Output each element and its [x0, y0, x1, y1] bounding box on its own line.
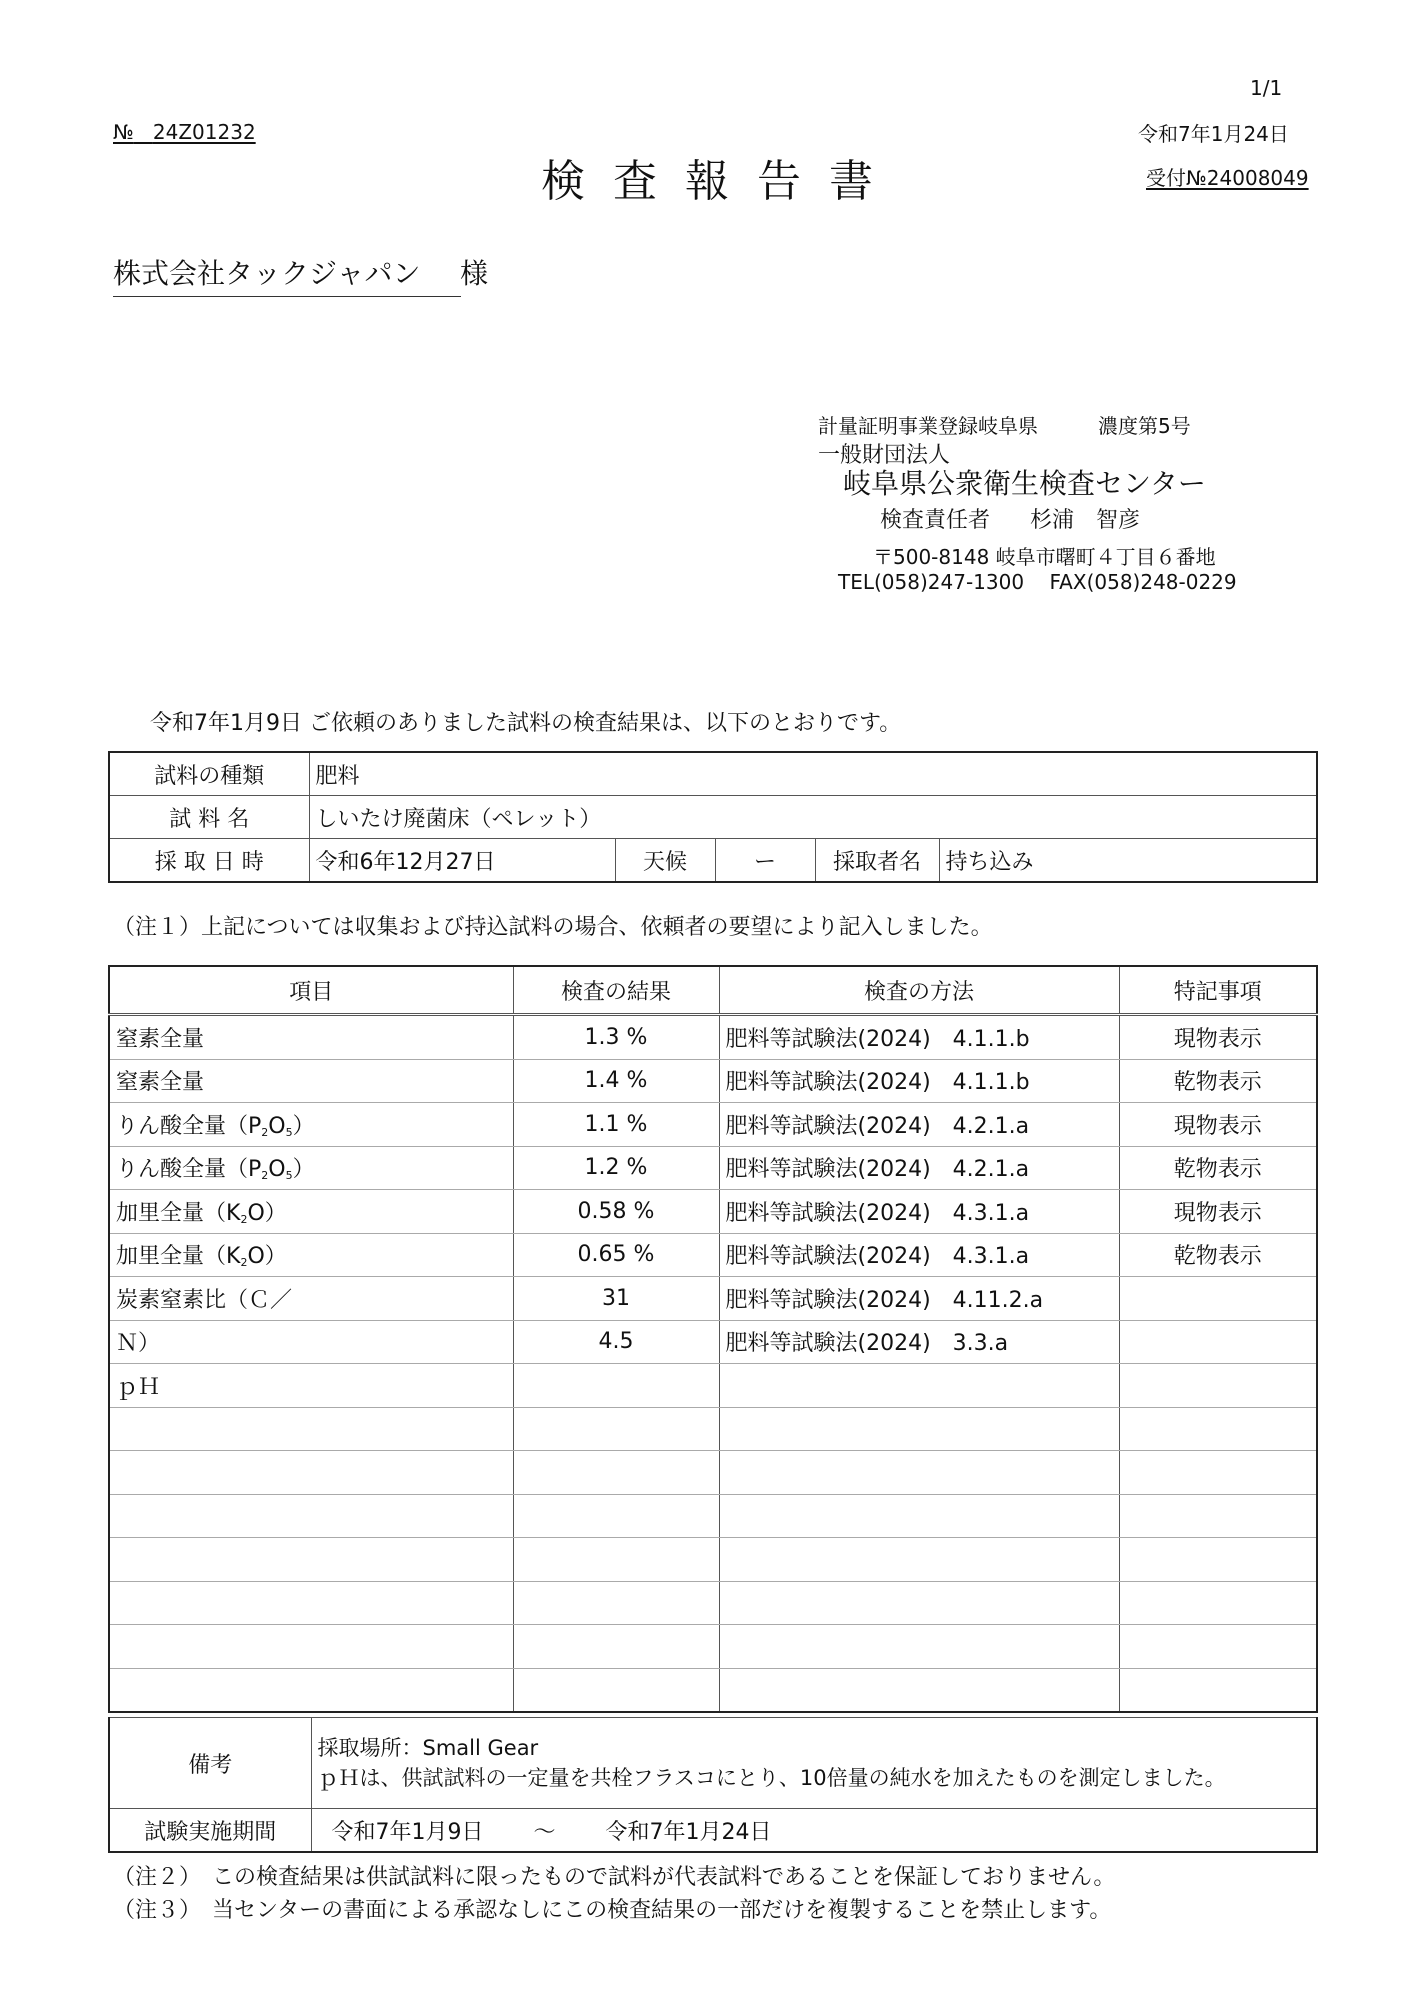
result-cell: 1.2 % — [513, 1146, 719, 1190]
item-subscript: 2 — [261, 1169, 269, 1183]
intro-text: 令和7年1月9日 ご依頼のありました試料の検査結果は、以下のとおりです。 — [150, 711, 902, 736]
page-number: 1/1 — [1250, 76, 1283, 100]
empty-row — [109, 1581, 1317, 1625]
results-table — [108, 965, 1318, 1713]
method-cell: 肥料等試験法(2024) 4.1.1.b — [719, 1015, 1119, 1060]
page-title: 検査報告書 — [541, 156, 901, 207]
org-type: 一般財団法人 — [818, 443, 951, 468]
report-number-label: № — [113, 120, 134, 144]
remarks-table — [108, 1717, 1318, 1853]
item-text: りん酸全量（P — [116, 1157, 262, 1183]
header-result: 検査の結果 — [513, 966, 719, 1015]
empty-row — [109, 1668, 1317, 1712]
empty-row — [109, 1625, 1317, 1669]
table-row — [109, 1146, 1317, 1190]
sample-name-label: 試 料 名 — [109, 796, 309, 839]
item-cell — [109, 1233, 513, 1277]
sample-name: しいたけ廃菌床（ペレット） — [309, 796, 1317, 839]
method-cell: 肥料等試験法(2024) 4.11.2.a — [719, 1277, 1119, 1321]
weather-value: ー — [715, 839, 815, 883]
fax: FAX(058)248-0229 — [1049, 570, 1237, 594]
table-row — [109, 1277, 1317, 1321]
note-cell — [1119, 1277, 1317, 1321]
contact — [838, 570, 1237, 594]
responsible-name: 杉浦 智彦 — [1030, 508, 1141, 533]
method-cell: 肥料等試験法(2024) 4.1.1.b — [719, 1059, 1119, 1103]
item-cell: Ｎ） — [109, 1320, 513, 1364]
empty-row — [109, 1494, 1317, 1538]
header-item: 項目 — [109, 966, 513, 1015]
result-cell: 0.65 % — [513, 1233, 719, 1277]
collector-label: 採取者名 — [815, 839, 939, 883]
report-number-value: 24Z01232 — [152, 120, 256, 144]
item-text-tail: O） — [247, 1200, 287, 1226]
method-cell: 肥料等試験法(2024) 4.3.1.a — [719, 1190, 1119, 1234]
item-subscript: 2 — [240, 1212, 248, 1226]
method-cell: 肥料等試験法(2024) 4.2.1.a — [719, 1146, 1119, 1190]
item-text-tail: O — [268, 1157, 286, 1183]
method-cell: 肥料等試験法(2024) 3.3.a — [719, 1320, 1119, 1364]
note-1: （注１）上記については収集および持込試料の場合、依頼者の要望により記入しました。 — [113, 915, 993, 940]
item-subscript: 2 — [261, 1125, 269, 1139]
item-cell — [109, 1146, 513, 1190]
note-cell — [1119, 1320, 1317, 1364]
note-cell: 乾物表示 — [1119, 1059, 1317, 1103]
method-cell: 肥料等試験法(2024) 4.2.1.a — [719, 1103, 1119, 1147]
weather-label: 天候 — [615, 839, 715, 883]
item-cell: ｐＨ — [109, 1364, 513, 1408]
report-date: 令和7年1月24日 — [1138, 122, 1289, 146]
empty-row — [109, 1538, 1317, 1582]
header-method: 検査の方法 — [719, 966, 1119, 1015]
result-cell: 1.1 % — [513, 1103, 719, 1147]
item-text: りん酸全量（P — [116, 1113, 262, 1139]
note-cell: 現物表示 — [1119, 1103, 1317, 1147]
client-name: 株式会社タックジャパン — [113, 252, 461, 297]
item-text: 加里全量（K — [116, 1200, 241, 1226]
result-cell: 31 — [513, 1277, 719, 1321]
method-cell: 肥料等試験法(2024) 4.3.1.a — [719, 1233, 1119, 1277]
table-row — [109, 1059, 1317, 1103]
table-row — [109, 1190, 1317, 1234]
registration-label: 計量証明事業登録岐阜県 — [818, 414, 1038, 438]
item-text: 加里全量（K — [116, 1244, 241, 1270]
org-name: 岐阜県公衆衛生検査センター — [843, 467, 1206, 500]
result-cell: 1.4 % — [513, 1059, 719, 1103]
item-cell: 窒素全量 — [109, 1059, 513, 1103]
item-text-tail: O） — [247, 1244, 287, 1270]
registration — [818, 410, 1191, 439]
sample-date-label: 採 取 日 時 — [109, 839, 309, 883]
note-3: （注３） 当センターの書面による承認なしにこの検査結果の一部だけを複製することを禁止します。 — [113, 1898, 1112, 1923]
period-separator: ～ — [533, 1819, 556, 1845]
note-cell: 乾物表示 — [1119, 1146, 1317, 1190]
client-suffix: 様 — [460, 257, 489, 290]
header-note: 特記事項 — [1119, 966, 1317, 1015]
item-subscript: 2 — [240, 1256, 248, 1270]
empty-row — [109, 1407, 1317, 1451]
sample-kind: 肥料 — [309, 752, 1317, 796]
period-label: 試験実施期間 — [109, 1809, 311, 1853]
item-cell — [109, 1190, 513, 1234]
remarks-label: 備考 — [109, 1718, 311, 1809]
note-cell — [1119, 1364, 1317, 1408]
item-cell: 窒素全量 — [109, 1015, 513, 1060]
item-subscript-2: 5 — [285, 1125, 293, 1139]
result-cell — [513, 1364, 719, 1408]
empty-row — [109, 1451, 1317, 1495]
item-text-end: ） — [292, 1113, 315, 1139]
result-cell: 4.5 — [513, 1320, 719, 1364]
period-from: 令和7年1月9日 — [331, 1819, 484, 1845]
note-cell: 現物表示 — [1119, 1190, 1317, 1234]
sample-info-table — [108, 751, 1318, 883]
table-row — [109, 1233, 1317, 1277]
responsible-label: 検査責任者 — [880, 508, 991, 533]
item-text-end: ） — [292, 1157, 315, 1183]
result-cell: 0.58 % — [513, 1190, 719, 1234]
item-cell: 炭素窒素比（Ｃ／ — [109, 1277, 513, 1321]
table-row — [109, 1015, 1317, 1060]
remarks-content — [311, 1718, 1317, 1809]
period-to: 令和7年1月24日 — [605, 1819, 772, 1845]
note-cell: 現物表示 — [1119, 1015, 1317, 1060]
method-cell — [719, 1364, 1119, 1408]
item-subscript-2: 5 — [285, 1169, 293, 1183]
reception-number: 受付№24008049 — [1146, 166, 1309, 190]
period-value — [311, 1809, 1317, 1853]
report-number — [113, 120, 256, 144]
note-2: （注２） この検査結果は供試試料に限ったもので試料が代表試料であることを保証しておりません。 — [113, 1865, 1116, 1890]
sample-date: 令和6年12月27日 — [309, 839, 615, 883]
note-cell: 乾物表示 — [1119, 1233, 1317, 1277]
table-row — [109, 1320, 1317, 1364]
tel: TEL(058)247-1300 — [838, 570, 1025, 594]
registration-number: 濃度第5号 — [1098, 414, 1191, 438]
address: 〒500-8148 岐阜市曙町４丁目６番地 — [873, 545, 1216, 569]
collector-value: 持ち込み — [939, 839, 1317, 883]
table-row — [109, 1364, 1317, 1408]
sample-kind-label: 試料の種類 — [109, 752, 309, 796]
remarks-line-2: ｐＨは、供試試料の一定量を共栓フラスコにとり、10倍量の純水を加えたものを測定しました。 — [317, 1766, 1226, 1790]
table-row — [109, 1103, 1317, 1147]
item-cell — [109, 1103, 513, 1147]
result-cell: 1.3 % — [513, 1015, 719, 1060]
responsible-person — [880, 503, 1140, 534]
remarks-line-1: 採取場所：Small Gear — [317, 1736, 539, 1760]
item-text-tail: O — [268, 1113, 286, 1139]
